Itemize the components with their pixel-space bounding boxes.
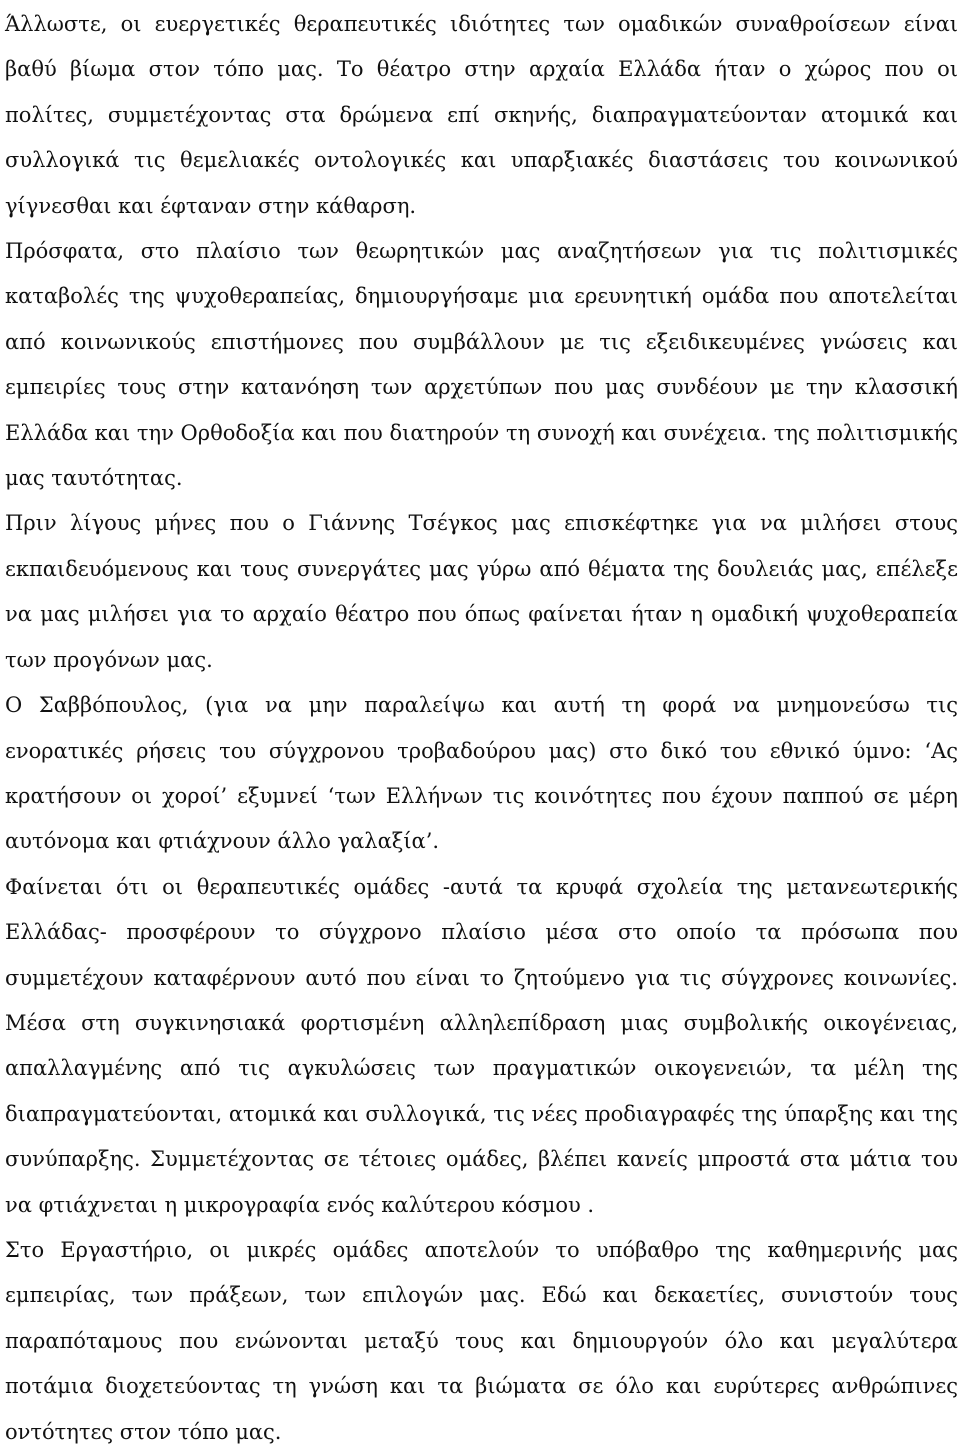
paragraph-tsegkos-visit: Πριν λίγους μήνες που ο Γιάννης Τσέγκος μας επισκέφτηκε για να μιλήσει στους εκπαιδευόμενους και τους συνεργάτες μας γύρω από θέματα της δουλειάς μας, επέλεξε να μας μιλήσει για το αρχαίο θέατρο που όπως φαίνεται ήταν η ομαδική ψυχοθεραπεία των προγόνων μας. [5,511,958,672]
paragraph-therapeutic-groups: Φαίνεται ότι οι θεραπευτικές ομάδες -αυτά τα κρυφά σχολεία της μετανεωτερικής Ελλάδας- προσφέρουν το σύγχρονο πλαίσιο μέσα στο οποίο τα πρόσωπα που συμμετέχουν καταφέρνουν αυτό που είναι το ζητούμενο για τις σύγχρονες κοινωνίες. Μέσα στη συγκινησιακά φορτισμένη αλληλεπίδραση μιας συμβολικής οικογένειας, απαλλαγμένης από τις αγκυλώσεις των πραγματικών οικογενειών, τα μέλη της διαπραγματεύονται, ατομικά και συλλογικά, τις νέες προδιαγραφές της ύπαρξης και της συνύπαρξης. Συμμετέχοντας σε τέτοιες ομάδες, βλέπει κανείς μπροστά στα μάτια του να φτιάχνεται η μικρογραφία ενός καλύτερου κόσμου . [5,874,958,1217]
song-title-quote: ‘Ας κρατήσουν οι χοροί’ [5,738,958,808]
paragraph-savvopoulos [5,683,958,865]
savvopoulos-intro-text: Ο Σαββόπουλος, (για να μην παραλείψω και αυτή τη φορά να μνημονεύσω τις ενορατικές ρήσεις του σύγχρονου τροβαδούρου μας) στο δικό του εθνικό ύμνο: [5,693,958,763]
paragraph-ancient-theatre: Άλλωστε, οι ευεργετικές θεραπευτικές ιδιότητες των ομαδικών συναθροίσεων είναι βαθύ βίωμα στον τόπο μας. Το θέατρο στην αρχαία Ελλάδα ήταν ο χώρος που οι πολίτες, συμμετέχοντας στα δρώμενα επί σκηνής, διαπραγματεύονταν ατομικά και συλλογικά τις θεμελιακές οντολογικές και υπαρξιακές διαστάσεις του κοινωνικού γίγνεσθαι και έφταναν στην κάθαρση. [5,12,958,218]
song-lyric-quote: ‘των Ελλήνων τις κοινότητες που έχουν παππού σε μέρη αυτόνομα και φτιάχνουν άλλο γαλαξία’. [5,783,958,854]
paragraph-research-group: Πρόσφατα, στο πλαίσιο των θεωρητικών μας αναζητήσεων για τις πολιτισμικές καταβολές της ψυχοθεραπείας, δημιουργήσαμε μια ερευνητική ομάδα που αποτελείται από κοινωνικούς επιστήμονες που συμβάλλουν με τις εξειδικευμένες γνώσεις και εμπειρίες τους στην κατανόηση των αρχετύπων που μας συνδέουν με την κλασσική Ελλάδα και την Ορθοδοξία και που διατηρούν τη συνοχή και συνέχεια. της πολιτισμικής μας ταυτότητας. [5,239,958,491]
paragraph-workshop: Στο Εργαστήριο, οι μικρές ομάδες αποτελούν το υπόβαθρο της καθημερινής μας εμπειρίας, των πράξεων, των επιλογών μας. Εδώ και δεκαετίες, συνιστούν τους παραπόταμους που ενώνονται μεταξύ τους και δημιουργούν όλο και μεγαλύτερα ποτάμια διοχετεύοντας τη γνώση και τα βιώματα σε όλο και ευρύτερες ανθρώπινες οντότητες στον τόπο μας. [5,1237,958,1444]
savvopoulos-middle-text: εξυμνεί [227,783,328,808]
